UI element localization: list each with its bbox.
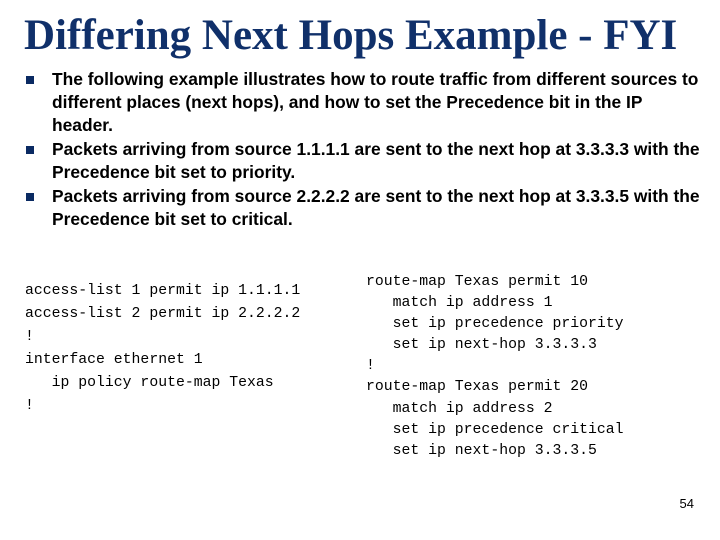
- code-line: !: [366, 358, 375, 375]
- code-line: set ip next-hop 3.3.3.5: [366, 442, 597, 459]
- code-line: access-list 1 permit ip 1.1.1.1: [25, 283, 301, 299]
- code-line: route-map Texas permit 10: [366, 274, 588, 290]
- bullet-text: Packets arriving from source 2.2.2.2 are sent to the next hop at 3.3.3.5 with the Precedence bit set to critical.: [52, 186, 700, 229]
- code-line: !: [25, 398, 34, 414]
- code-line: set ip next-hop 3.3.3.3: [366, 337, 597, 354]
- square-bullet-icon: [26, 193, 34, 201]
- code-line: ip policy route-map Texas: [25, 375, 274, 391]
- bullet-item: [24, 68, 700, 137]
- code-line: !: [25, 329, 34, 345]
- square-bullet-icon: [26, 76, 34, 84]
- code-line: match ip address 2: [366, 400, 553, 417]
- bullet-text: Packets arriving from source 1.1.1.1 are sent to the next hop at 3.3.3.3 with the Precedence bit set to priority.: [52, 139, 700, 182]
- code-line: access-list 2 permit ip 2.2.2.2: [25, 306, 301, 322]
- page-number: 54: [679, 496, 694, 511]
- bullet-item: [24, 185, 700, 231]
- code-line: route-map Texas permit 20: [366, 379, 588, 396]
- bullet-list: [24, 68, 700, 232]
- slide-title: Differing Next Hops Example - FYI: [24, 12, 678, 59]
- code-block-access-lists: [25, 280, 300, 418]
- bullet-item: [24, 138, 700, 184]
- code-line: set ip precedence critical: [366, 421, 624, 438]
- code-line: match ip address 1: [366, 295, 553, 312]
- code-block-route-map: [366, 272, 624, 462]
- square-bullet-icon: [26, 146, 34, 154]
- bullet-text: The following example illustrates how to route traffic from different sources to different places (next hops), and how to set the Precedence bit in the IP header.: [52, 69, 699, 135]
- code-line: set ip precedence priority: [366, 316, 624, 333]
- code-line: interface ethernet 1: [25, 352, 203, 368]
